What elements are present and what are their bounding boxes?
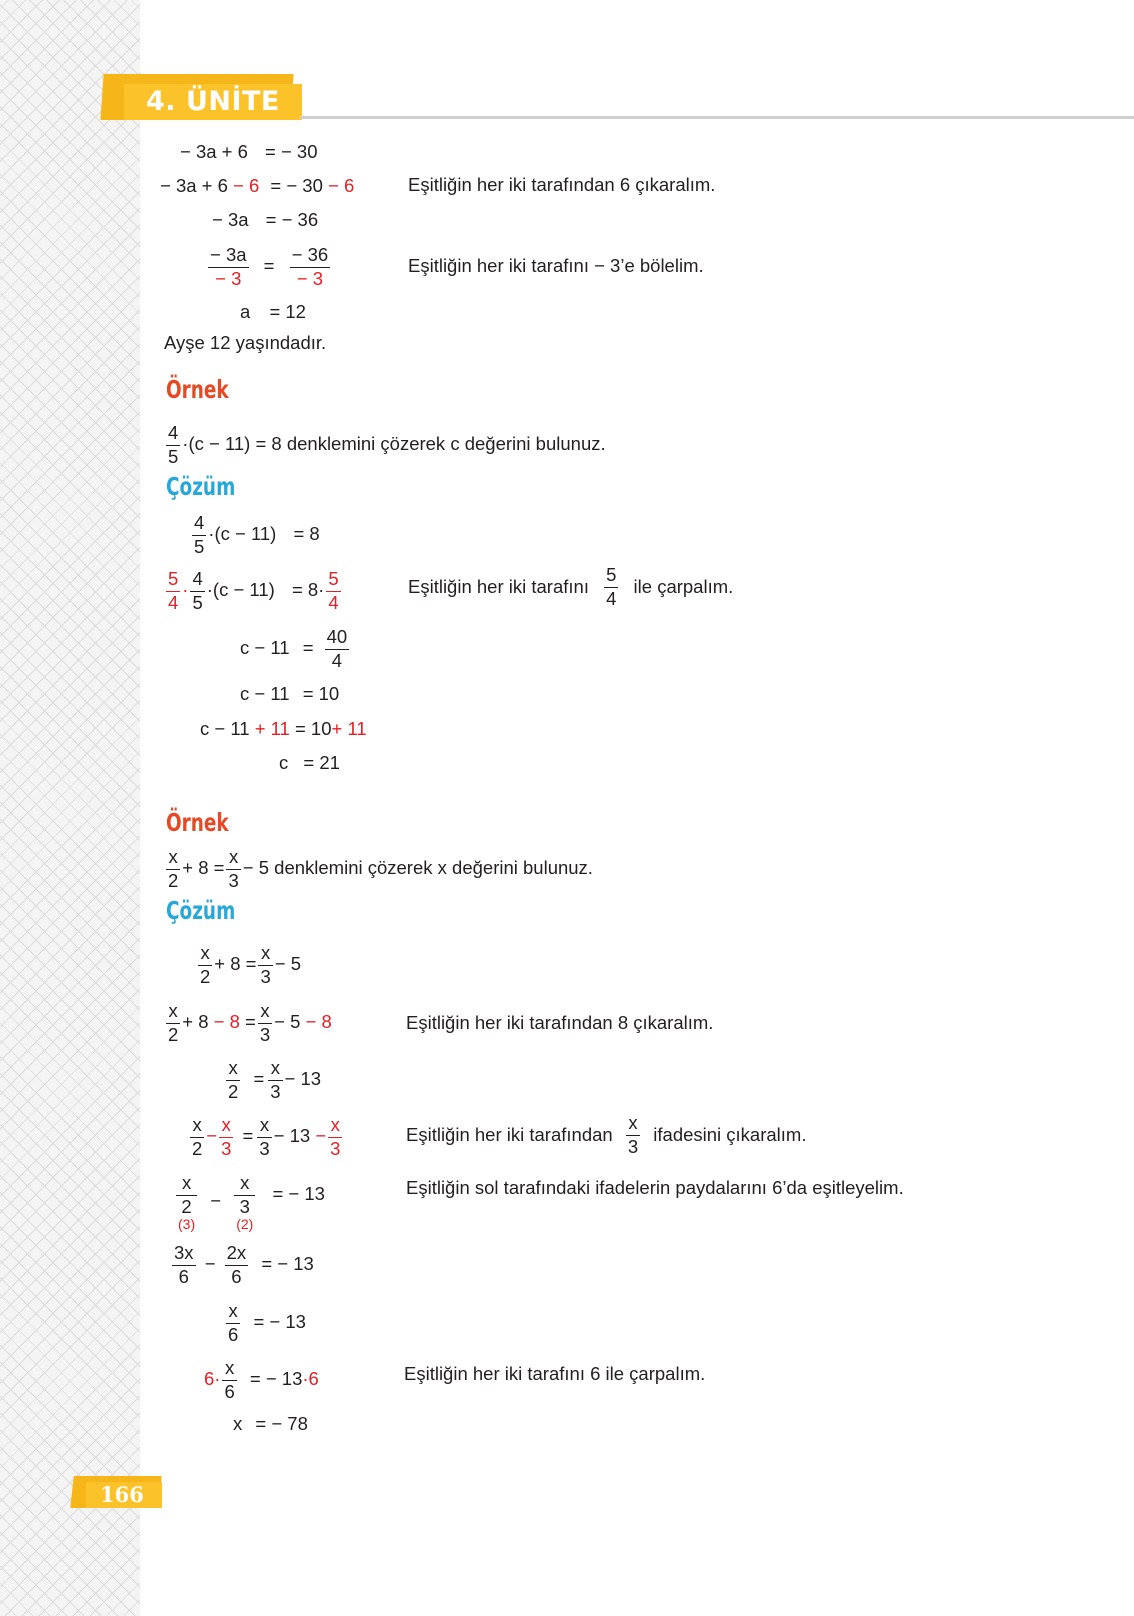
numerator: x (268, 1059, 282, 1081)
eq-rhs: = − 36 (265, 209, 319, 230)
numerator: x (198, 944, 212, 966)
denominator: 3 (259, 1023, 271, 1045)
fraction (290, 246, 331, 288)
denominator: 3 (221, 1137, 232, 1159)
denominator: 6 (224, 1380, 235, 1402)
equals: = (242, 1124, 254, 1146)
example-heading: Örnek (166, 808, 229, 837)
eq-line (224, 1059, 321, 1101)
eq-red-term: ·6 (302, 1367, 319, 1389)
unit-banner (102, 72, 302, 122)
problem-text: ·(c − 11) = 8 denklemini çözerek c değerini bulunuz. (182, 432, 606, 454)
solution-heading: Çözüm (166, 472, 236, 501)
fraction (208, 246, 249, 288)
eq-lhs: − 3a (212, 209, 249, 230)
denominator: 6 (228, 1323, 239, 1345)
eq-rhs: = 21 (303, 752, 340, 773)
numerator: x (258, 944, 272, 966)
eq-red-term: + 11 (254, 718, 290, 739)
eq-line (212, 211, 318, 230)
eq-line (196, 944, 301, 986)
eq-line (188, 1116, 344, 1158)
numerator: x (226, 1302, 240, 1324)
eq-line (166, 570, 343, 612)
comment-text: ile çarpalım. (633, 575, 734, 597)
fraction (328, 1116, 342, 1158)
denominator: 3 (259, 1137, 270, 1159)
eq-text: − 5 (274, 1010, 301, 1032)
header-rule (300, 116, 1134, 119)
eq-lhs: x (233, 1413, 243, 1434)
eq-rhs: = − 30 (265, 141, 318, 162)
eq-line (240, 628, 351, 670)
denominator: 3 (330, 1137, 341, 1159)
comment-text: ifadesini çıkaralım. (653, 1123, 807, 1145)
page-number-badge (72, 1474, 164, 1510)
eq-lhs: c (279, 752, 289, 773)
numerator: x (190, 1116, 204, 1138)
eq-lhs: − 3a + 6 (160, 175, 228, 196)
fraction (166, 1002, 180, 1044)
expansion-factor: (3) (178, 1216, 196, 1232)
numerator: 5 (326, 570, 340, 592)
minus: − (210, 1190, 222, 1212)
fraction (626, 1114, 640, 1156)
fraction (172, 1244, 196, 1286)
eq-rhs: = − 78 (255, 1413, 308, 1434)
denominator: 3 (260, 965, 271, 987)
eq-line (204, 1359, 319, 1401)
denominator: 3 (627, 1135, 639, 1157)
denominator: 2 (181, 1195, 192, 1217)
numerator: x (226, 848, 240, 870)
denominator: 2 (168, 869, 179, 891)
fraction (226, 848, 240, 890)
denominator: − 3 (296, 267, 323, 289)
numerator: x (222, 1359, 236, 1381)
eq-text: + 8 (182, 1010, 209, 1032)
eq-lhs: c − 11 (200, 718, 250, 739)
fraction (226, 1302, 240, 1344)
eq-rhs: = 10 (302, 683, 340, 704)
eq-text: − 13 (284, 1067, 322, 1089)
eq-line (170, 1244, 314, 1286)
eq-red-term: − 6 (328, 175, 355, 196)
fraction (166, 424, 180, 466)
eq-lhs: − 3a + 6 (180, 141, 248, 162)
eq-line (224, 1302, 306, 1344)
equals: = (263, 254, 275, 276)
eq-red-term: − 8 (213, 1010, 240, 1032)
comment: Eşitliğin her iki tarafından 6 çıkaralım. (408, 174, 716, 195)
eq-red-term: − (206, 1124, 218, 1146)
fraction (225, 1244, 249, 1286)
eq-text: − 5 (274, 952, 302, 974)
fraction (222, 1359, 236, 1401)
eq-rhs: = − 13 (253, 1310, 306, 1332)
eq-line (180, 143, 318, 162)
eq-rhs: = 8· (291, 578, 325, 600)
fraction (192, 514, 206, 556)
numerator: x (626, 1114, 640, 1136)
numerator: 5 (604, 566, 618, 588)
dot: · (182, 578, 189, 600)
fraction (326, 570, 340, 612)
numerator: 5 (166, 570, 180, 592)
problem-statement (166, 424, 606, 466)
denominator: 3 (239, 1195, 250, 1217)
equals: = (302, 636, 314, 658)
comment: Eşitliğin her iki tarafını − 3’e bölelim. (408, 255, 704, 276)
fraction (176, 1174, 197, 1231)
fraction (198, 944, 212, 986)
eq-rhs: = 12 (269, 301, 306, 322)
example-heading: Örnek (166, 375, 229, 404)
eq-line (240, 685, 339, 704)
eq-lhs: a (240, 301, 251, 322)
eq-lhs: c − 11 (240, 636, 290, 658)
comment (408, 566, 733, 608)
eq-rhs: = − 13 (249, 1367, 303, 1389)
fraction (258, 944, 272, 986)
numerator: − 36 (290, 246, 331, 268)
solution-heading: Çözüm (166, 896, 236, 925)
numerator: 3x (172, 1244, 196, 1266)
unit-title: 4. ÜNİTE (146, 86, 280, 117)
eq-rhs: = − 13 (272, 1183, 325, 1205)
fraction (166, 848, 180, 890)
eq-lhs: ·(c − 11) (208, 522, 277, 544)
denominator: 4 (331, 649, 343, 671)
denominator: − 3 (215, 267, 242, 289)
fraction (268, 1059, 282, 1101)
eq-line (200, 720, 367, 739)
fraction (604, 566, 618, 608)
denominator: 2 (192, 1137, 203, 1159)
numerator: x (226, 1059, 240, 1081)
numerator: x (166, 848, 180, 870)
numerator: 4 (192, 514, 206, 536)
fraction (166, 570, 180, 612)
fraction (219, 1116, 233, 1158)
eq-rhs: = 10 (294, 718, 332, 739)
eq-line (279, 754, 340, 773)
fraction (226, 1059, 240, 1101)
numerator: x (328, 1116, 342, 1138)
side-pattern (0, 0, 140, 1616)
numerator: x (176, 1174, 197, 1196)
eq-red-term: − (315, 1124, 327, 1146)
numerator: x (219, 1116, 233, 1138)
eq-line (166, 1002, 332, 1044)
minus: − (204, 1252, 216, 1274)
numerator: x (258, 1002, 272, 1024)
eq-line (160, 177, 354, 196)
fraction (258, 1002, 272, 1044)
denominator: 3 (270, 1080, 281, 1102)
page-number: 166 (100, 1482, 144, 1507)
denominator: 3 (228, 869, 239, 891)
fraction (190, 1116, 204, 1158)
fraction (257, 1116, 271, 1158)
eq-line (233, 1415, 308, 1434)
comment: Eşitliğin her iki tarafından 8 çıkaralım. (406, 1012, 714, 1033)
denominator: 6 (178, 1265, 189, 1287)
denominator: 2 (228, 1080, 239, 1102)
eq-rhs: = − 30 (270, 175, 323, 196)
numerator: 2x (225, 1244, 249, 1266)
numerator: x (234, 1174, 255, 1196)
eq-red-term: 6· (204, 1367, 221, 1389)
comment-text: Eşitliğin her iki tarafını (408, 575, 589, 597)
eq-rhs: = − 13 (261, 1252, 314, 1274)
fraction (325, 628, 350, 670)
denominator: 5 (192, 591, 203, 613)
numerator: x (257, 1116, 271, 1138)
eq-text: + 8 = (214, 952, 257, 974)
eq-red-term: − 8 (305, 1010, 332, 1032)
fraction (234, 1174, 255, 1231)
eq-line (190, 514, 320, 556)
problem-statement (166, 848, 593, 890)
denominator: 5 (168, 445, 179, 467)
numerator: x (166, 1002, 180, 1024)
comment-text: Eşitliğin her iki tarafından (406, 1123, 613, 1145)
comment: Eşitliğin sol tarafındaki ifadelerin paydalarını 6’da eşitleyelim. (406, 1177, 904, 1198)
denominator: 4 (168, 591, 179, 613)
denominator: 2 (168, 1023, 179, 1045)
numerator: 40 (325, 628, 350, 650)
expansion-factor: (2) (236, 1216, 254, 1232)
eq-lhs: ·(c − 11) (206, 578, 275, 600)
denominator: 5 (194, 535, 205, 557)
numerator: − 3a (208, 246, 249, 268)
eq-red-term: + 11 (331, 718, 367, 739)
eq-red-term: − 6 (233, 175, 260, 196)
eq-line (206, 246, 332, 288)
denominator: 6 (231, 1265, 242, 1287)
eq-text: − 13 (273, 1124, 311, 1146)
numerator: 4 (190, 570, 204, 592)
equals: = (245, 1010, 256, 1032)
numerator: 4 (166, 424, 180, 446)
comment (406, 1114, 806, 1156)
problem-text: − 5 denklemini çözerek x değerini bulunuz. (242, 856, 593, 878)
denominator: 4 (328, 591, 339, 613)
problem-text: + 8 = (182, 856, 225, 878)
equals: = (253, 1067, 265, 1089)
eq-lhs: c − 11 (240, 683, 290, 704)
answer-text: Ayşe 12 yaşındadır. (164, 332, 327, 353)
denominator: 4 (606, 587, 617, 609)
comment: Eşitliğin her iki tarafını 6 ile çarpalım. (404, 1363, 706, 1384)
fraction (190, 570, 204, 612)
eq-rhs: = 8 (293, 522, 320, 544)
eq-line (174, 1174, 325, 1231)
eq-line (240, 303, 306, 322)
denominator: 2 (200, 965, 211, 987)
